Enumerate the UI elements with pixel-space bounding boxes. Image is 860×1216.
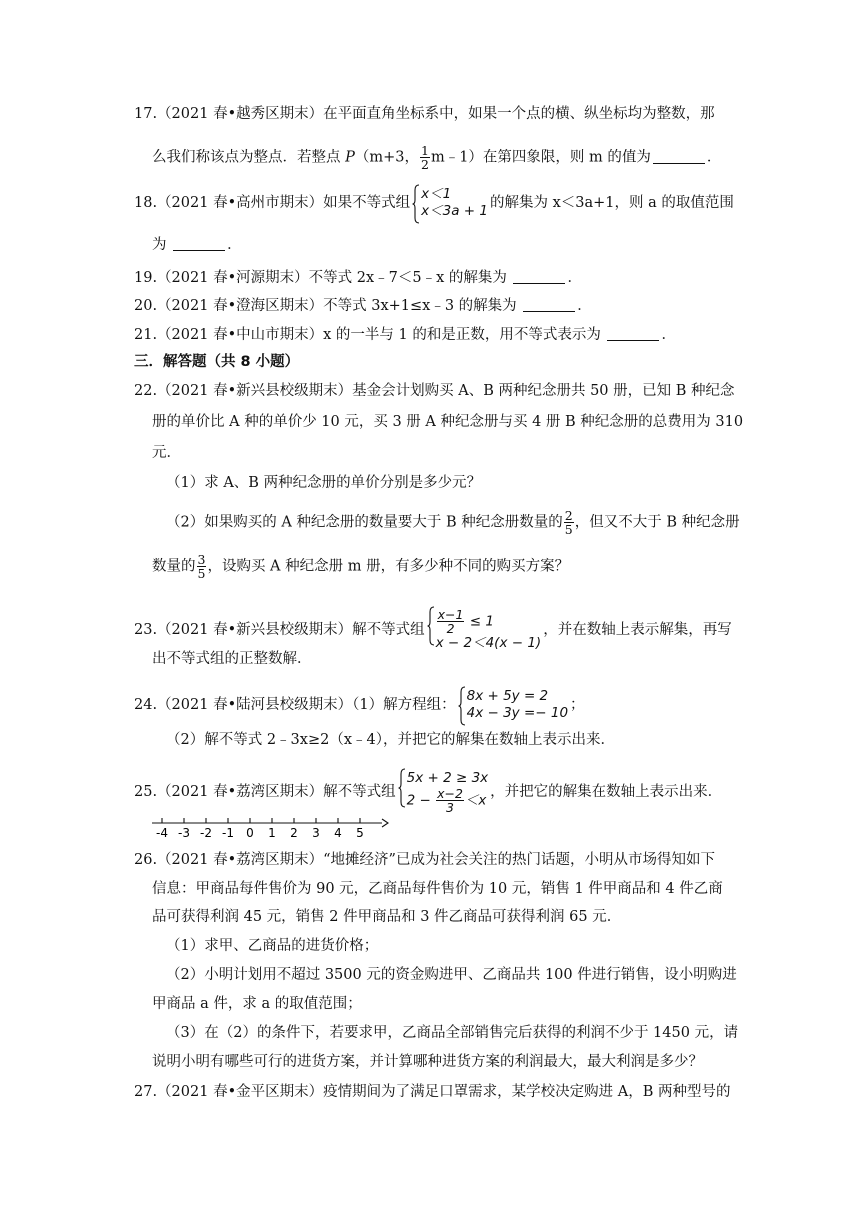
q22-line3: 元． [152, 445, 181, 461]
number-line [150, 812, 390, 844]
q26-part3-line1: （3）在（2）的条件下，若要求甲，乙商品全部销售完后获得的利润不少于 1450 元，请 [166, 1025, 739, 1041]
fraction-one-half: $\frac{1}{2}$ [421, 143, 429, 173]
number-line-label: 5 [356, 826, 364, 840]
number-line-label: -1 [222, 826, 234, 840]
q26-line3: 品可获得利润 45 元，销售 2 件甲商品和 3 件乙商品可获得利润 65 元． [152, 909, 622, 925]
number-line-label: 4 [334, 826, 342, 840]
inequality-system: $\frac{x-1}{2}$ ≤ 1 x − 2＜4(x − 1) [427, 608, 542, 652]
q20-line: 20.（2021 春•澄海区期末）不等式 3x+1≤x﹣3 的解集为 ． [134, 298, 592, 314]
brace-icon [412, 184, 420, 224]
number-line-label: -4 [156, 826, 168, 840]
number-line-label: 3 [312, 826, 320, 840]
q26-line2: 信息：甲商品每件售价为 90 元，乙商品每件售价为 10 元，销售 1 件甲商品和 4 件乙商 [152, 881, 723, 897]
section-heading: 三．解答题（共 8 小题） [134, 354, 300, 370]
brace-icon [458, 686, 466, 726]
number-line-label: 2 [290, 826, 298, 840]
number-line-label: -2 [200, 826, 212, 840]
inequality-system: 5x + 2 ≥ 3x 2 − $\frac{x-2}{3}$ ＜x [398, 770, 489, 814]
number-line-svg [150, 812, 390, 840]
q17-line2: 么我们称该点为整点．若整点 P（m+3， $\frac{1}{2}$ m﹣1）在第四象限，则 m 的值为 ． [152, 143, 722, 173]
number-line-arrow-icon [382, 819, 388, 827]
q22-line1: 22.（2021 春•新兴县校级期末）基金会计划购买 A、B 两种纪念册共 50 册，已知 B 种纪念 [134, 383, 735, 399]
q26-part1: （1）求甲、乙商品的进货价格； [166, 938, 379, 954]
inequality-system: x＜1 x＜3a + 1 [412, 186, 488, 220]
q21-line: 21.（2021 春•中山市期末）x 的一半与 1 的和是正数，用不等式表示为 ． [134, 327, 676, 343]
q24-line1: 24.（2021 春•陆河县校级期末）（1）解方程组： 8x + 5y = 2 4x − 3y =− 10 ； [134, 688, 585, 722]
brace-icon [427, 606, 435, 646]
answer-blank [173, 250, 225, 251]
fraction-three-fifths: $\frac{3}{5}$ [197, 552, 206, 582]
q18-line2: 为 ． [152, 237, 242, 253]
answer-blank [513, 283, 565, 284]
q26-part3-line2: 说明小明有哪些可行的进货方案，并计算哪种进货方案的利润最大，最大利润是多少？ [152, 1054, 703, 1070]
q26-part2-line1: （2）小明计划用不超过 3500 元的资金购进甲、乙商品共 100 件进行销售，设小明购进 [166, 967, 737, 983]
q18-line1: 18.（2021 春•高州市期末）如果不等式组 x＜1 x＜3a + 1 的解集为 x＜3a+1，则 a 的取值范围 [134, 186, 734, 220]
answer-blank [653, 163, 705, 164]
q22-part2-line2: 数量的 $\frac{3}{5}$ ，设购买 A 种纪念册 m 册，有多少种不同的购买方案？ [152, 552, 570, 582]
q27-line1: 27.（2021 春•金平区期末）疫情期间为了满足口罩需求，某学校决定购进 A，B 两种型号的 [134, 1084, 731, 1100]
fraction-two-fifths: $\frac{2}{5}$ [564, 508, 573, 538]
answer-blank [523, 311, 575, 312]
brace-icon [398, 768, 406, 808]
number-line-label: 0 [246, 826, 254, 840]
q22-part1: （1）求 A、B 两种纪念册的单价分别是多少元？ [166, 475, 482, 491]
number-line-label: 1 [268, 826, 276, 840]
q22-part2-line1: （2）如果购买的 A 种纪念册的数量要大于 B 种纪念册数量的 $\frac{2}{5}$ ，但又不大于 B 种纪念册 [166, 508, 740, 538]
number-line-label: -3 [178, 826, 190, 840]
equation-system: 8x + 5y = 2 4x − 3y =− 10 [458, 688, 568, 722]
q23-line2: 出不等式组的正整数解． [152, 651, 312, 667]
q26-part2-line2: 甲商品 a 件，求 a 的取值范围； [152, 996, 362, 1012]
q24-line2: （2）解不等式 2﹣3x≥2（x﹣4），并把它的解集在数轴上表示出来． [166, 732, 615, 748]
q17-line1: 17.（2021 春•越秀区期末）在平面直角坐标系中，如果一个点的横、纵坐标均为整数，那 [134, 106, 715, 122]
q25-line1: 25.（2021 春•荔湾区期末）解不等式组 5x + 2 ≥ 3x 2 − $\frac{x-2}{3}$ ＜x ，并把它的解集在数轴上表示出来． [134, 770, 723, 815]
q23-line1: 23.（2021 春•新兴县校级期末）解不等式组 $\frac{x-1}{2}$ ≤ 1 x − 2＜4(x − 1) ，并在数轴上表示解集，再写 [134, 607, 732, 652]
q22-line2: 册的单价比 A 种的单价少 10 元，买 3 册 A 种纪念册与买 4 册 B 种纪念册的总费用为 310 [152, 414, 744, 430]
answer-blank [607, 340, 659, 341]
q19-line: 19.（2021 春•河源期末）不等式 2x﹣7＜5﹣x 的解集为 ． [134, 270, 582, 286]
q26-line1: 26.（2021 春•荔湾区期末）“地摊经济”已成为社会关注的热门话题，小明从市场得知如下 [134, 852, 715, 868]
